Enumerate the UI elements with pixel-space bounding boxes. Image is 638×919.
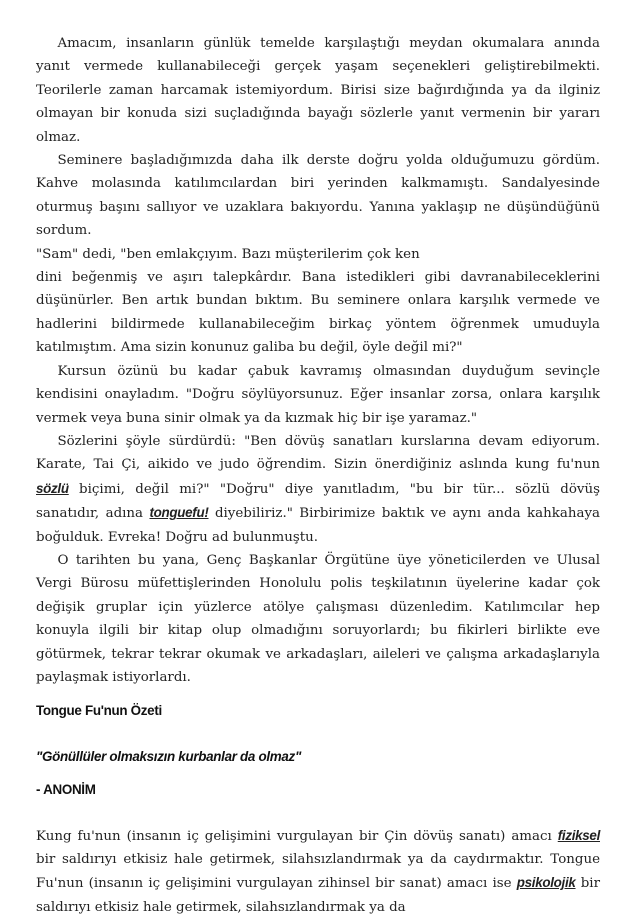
paragraph-sam-quote: "Sam" dedi, "ben emlakçıyım. Bazı müşterilerim çok ken [36,246,420,262]
paragraph-kung-fu [36,824,600,919]
emphasis-sozlu: sözlü [36,480,69,496]
text-segment: Sözlerini şöyle sürdürdü: "Ben dövüş sanatları kurslarına devam ediyorum. Karate, Tai Çi, aikido ve judo öğrendim. Sizin önerdiğiniz aslında kung fu'nun [36,433,600,473]
epigraph-quote: "Gönüllüler olmaksızın kurbanlar da olmaz" [36,748,301,764]
emphasis-fiziksel: fiziksel [557,827,600,843]
paragraph-goal: Amacım, insanların günlük temelde karşılaştığı meydan okumalara anında yanıt vermede kullanabileceği gerçek yaşam seçenekleri geliştirebilmekti. Teorilerle zaman harcamak istemiyordum. Birisi size bağırdığında ya da ilginiz olmayan bir konuda sizi suçladığında bayağı sözlerle yanıt vermenin bir yararı olmaz. [36,36,600,145]
text-segment: bir saldırıyı etkisiz hale getirmek, silahsızlandırmak ya da [36,876,600,915]
text-segment: diyebiliriz." Birbirimize baktık ve aynı anda kahkahaya boğulduk. Evreka! Doğru ad bulunmuştu. [36,506,601,545]
paragraph-martial-arts [36,430,600,549]
paragraph-response: Kursun özünü bu kadar çabuk kavramış olmasından duyduğum sevinçle kendisini onayladım. "Doğru söylüyorsunuz. Eğer insanlar zorsa, onlara karşılık vermek veya buna sinir olmak ya da kızmak hiç bir işe yaramaz." [36,363,600,426]
epigraph-attribution: - ANONİM [36,782,96,798]
document-page [36,32,600,919]
section-title: Tongue Fu'nun Özeti [36,703,162,719]
paragraph-workshops: O tarihten bu yana, Genç Başkanlar Örgütüne üye yöneticilerden ve Ulusal Vergi Bürosu müfettişlerinden Honolulu polis teşkilatının üyelerine kadar çok değişik gruplar için yüzlerce atölye çalışması düzenledim. Katılımcılar hep konuyla ilgili bir kitap olup olmadığını soruyorlardı; bu fikirleri birlikte eve götürmek, tekrar tekrar okumak ve arkadaşları, aileleri ve çalışma arkadaşlarıyla paylaşmak istiyorlardı. [36,552,600,685]
paragraph-seminar: Seminere başladığımızda daha ilk derste doğru yolda olduğumuzu gördüm. Kahve molasında katılımcılardan biri yerinden kalkmamıştı. Sandalyesinde oturmuş başını sallıyor ve uzaklara bakıyordu. Yanına yaklaşıp ne düşündüğünü sordum. [36,153,600,239]
emphasis-tonguefu: tonguefu! [149,505,209,521]
paragraph-sam-quote-cont: dini beğenmiş ve aşırı talepkârdır. Bana istedikleri gibi davranabileceklerini düşünürler. Ben artık bundan bıktım. Bu seminere onlara karşılık vermede ve hadlerini bildirmede kullanabileceğim birkaç yöntem öğrenmek umuduyla katılmıştım. Ama sizin konunuz galiba bu değil, öyle değil mi?" [36,270,600,356]
emphasis-psikolojik: psikolojik [516,875,576,891]
text-segment: Kung fu'nun (insanın iç gelişimini vurgulayan bir Çin dövüş sanatı) amacı [36,828,558,844]
text-segment: bir saldırıyı etkisiz hale getirmek, silahsızlandırmak ya da caydırmaktır. Tongue Fu'nun (insanın iç gelişimini vurgulayan zihinsel bir sanat) amacı ise [36,852,600,892]
text-segment: biçimi, değil mi?" "Doğru" diye yanıtladım, "bu bir tür... sözlü dövüş sanatıdır, adına [36,481,600,522]
